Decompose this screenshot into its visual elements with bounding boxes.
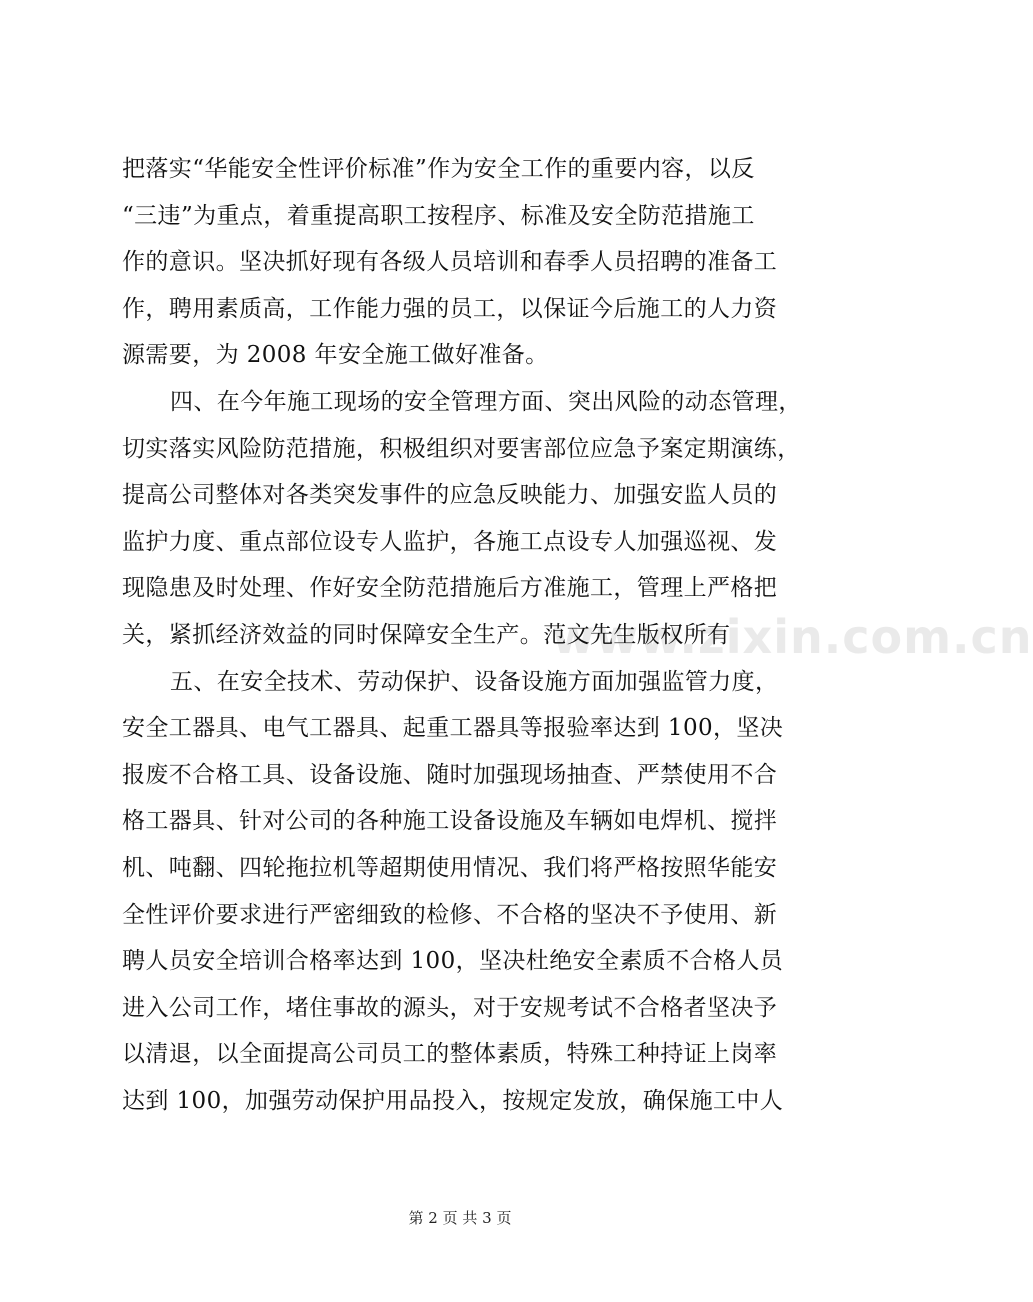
- body-text: [122, 146, 822, 1124]
- text-line: 报废不合格工具、设备设施、随时加强现场抽查、严禁使用不合: [122, 761, 778, 788]
- text-line: 进入公司工作，堵住事故的源头，对于安规考试不合格者坚决予: [122, 994, 778, 1021]
- text-line: 聘人员安全培训合格率达到 100，坚决杜绝安全素质不合格人员: [122, 948, 784, 975]
- text-line: 作的意识。坚决抓好现有各级人员培训和春季人员招聘的准备工: [122, 249, 778, 276]
- text-line: 提高公司整体对各类突发事件的应急反映能力、加强安监人员的: [122, 482, 778, 509]
- text-line: “三违”为重点，着重提高职工按程序、标准及安全防范措施工: [122, 202, 755, 229]
- text-line: 达到 100，加强劳动保护用品投入，按规定发放，确保施工中人: [122, 1087, 784, 1114]
- text-line: 作，聘用素质高，工作能力强的员工，以保证今后施工的人力资: [122, 295, 778, 322]
- paragraph-start-line: 四、在今年施工现场的安全管理方面、突出风险的动态管理，: [170, 388, 802, 415]
- text-line: 安全工器具、电气工器具、起重工器具等报验率达到 100，坚决: [122, 715, 784, 742]
- text-line: 格工器具、针对公司的各种施工设备设施及车辆如电焊机、搅拌: [122, 808, 778, 835]
- text-line: 切实落实风险防范措施，积极组织对要害部位应急予案定期演练，: [122, 435, 801, 462]
- paragraph-start-line: 五、在安全技术、劳动保护、设备设施方面加强监管力度，: [170, 668, 779, 695]
- text-line: 监护力度、重点部位设专人监护，各施工点设专人加强巡视、发: [122, 528, 778, 555]
- page-footer: 第 2 页 共 3 页: [408, 1209, 512, 1227]
- text-line: 现隐患及时处理、作好安全防范措施后方准施工，管理上严格把: [122, 575, 778, 602]
- watermark: www.zixin.com.cn: [552, 610, 1033, 664]
- text-line: 机、吨翻、四轮拖拉机等超期使用情况、我们将严格按照华能安: [122, 854, 778, 881]
- text-line: 以清退，以全面提高公司员工的整体素质，特殊工种持证上岗率: [122, 1041, 778, 1068]
- text-line: 把落实“华能安全性评价标准”作为安全工作的重要内容，以反: [122, 156, 755, 182]
- text-line: 关，紧抓经济效益的同时保障安全生产。范文先生版权所有: [122, 621, 731, 648]
- text-line: 源需要，为 2008 年安全施工做好准备。: [122, 342, 549, 369]
- text-line: 全性评价要求进行严密细致的检修、不合格的坚决不予使用、新: [122, 901, 778, 928]
